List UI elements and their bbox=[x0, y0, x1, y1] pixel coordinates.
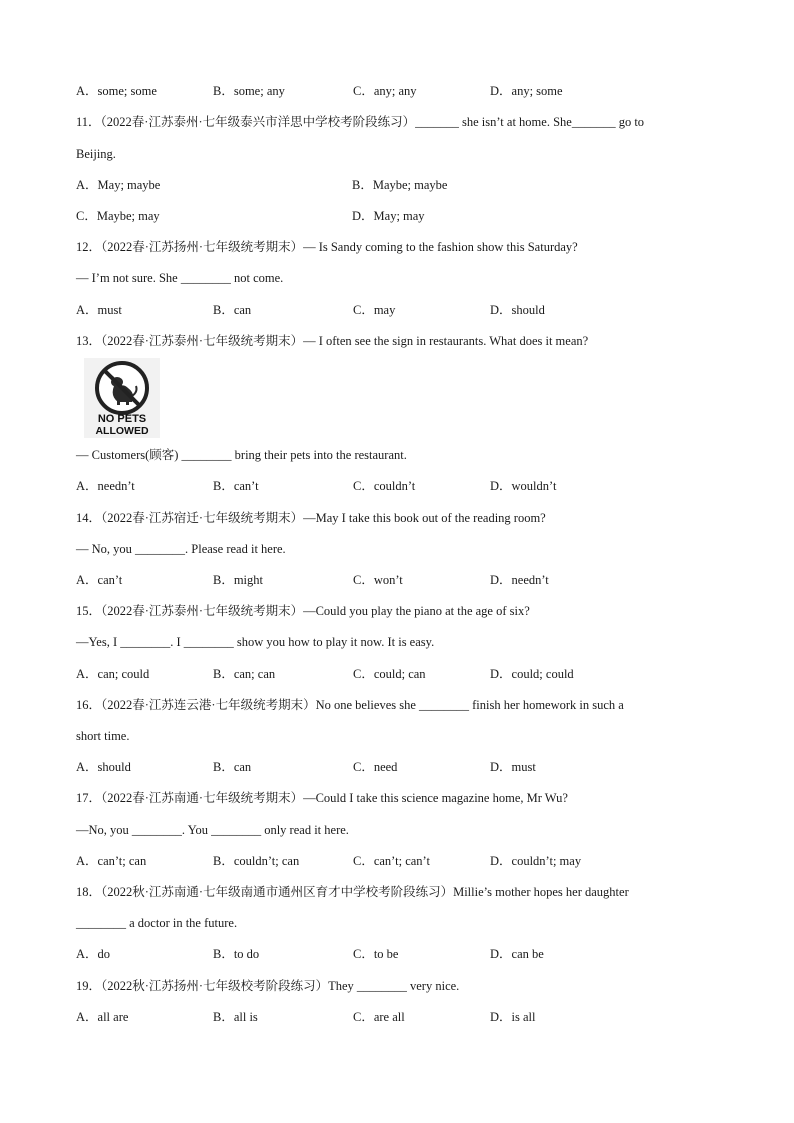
q10-option-d: D．any; some bbox=[490, 84, 563, 98]
sign-text-1: NO PETS bbox=[97, 413, 147, 425]
q10-option-a: A．some; some bbox=[76, 84, 157, 98]
no-pets-sign bbox=[84, 358, 160, 438]
q19-option-a: A．all are bbox=[76, 1010, 129, 1024]
q18-options bbox=[76, 946, 716, 962]
q16-option-b: B．can bbox=[213, 760, 252, 774]
q19-options bbox=[76, 1009, 716, 1025]
q17-options bbox=[76, 853, 716, 869]
q18-option-d: D．can be bbox=[490, 947, 544, 961]
q14-stem-cont: — No, you ________. Please read it here. bbox=[76, 542, 286, 556]
q15-option-d: D．could; could bbox=[490, 667, 574, 681]
q16-option-d: D．must bbox=[490, 760, 536, 774]
q19-option-c: C．are all bbox=[353, 1010, 405, 1024]
q11-option-c: C．Maybe; may bbox=[76, 209, 160, 223]
q18-option-c: C．to be bbox=[353, 947, 399, 961]
q14-option-d: D．needn’t bbox=[490, 573, 549, 587]
q15-stem-cont: —Yes, I ________. I ________ show you how to play it now. It is easy. bbox=[76, 635, 435, 649]
q18-option-a: A．do bbox=[76, 947, 111, 961]
q13-options bbox=[76, 478, 716, 494]
q17-stem: 17．（2022春·江苏南通·七年级统考期末）—Could I take this science magazine home, Mr Wu? bbox=[76, 791, 568, 805]
q14-option-c: C．won’t bbox=[353, 573, 403, 587]
q12-stem-cont: — I’m not sure. She ________ not come. bbox=[76, 271, 284, 285]
q17-option-c: C．can’t; can’t bbox=[353, 854, 430, 868]
q13-option-d: D．wouldn’t bbox=[490, 479, 557, 493]
q10-options bbox=[76, 83, 716, 99]
q16-options bbox=[76, 759, 716, 775]
q11-option-a: A．May; maybe bbox=[76, 178, 161, 192]
q16-option-a: A．should bbox=[76, 760, 131, 774]
q13-stem-cont: — Customers(顾客) ________ bring their pets into the restaurant. bbox=[76, 448, 407, 462]
q18-stem-cont: ________ a doctor in the future. bbox=[76, 916, 238, 930]
q12-option-d: D．should bbox=[490, 303, 545, 317]
q10-option-b: B．some; any bbox=[213, 84, 285, 98]
q14-option-b: B．might bbox=[213, 573, 264, 587]
q17-stem-cont: —No, you ________. You ________ only read it here. bbox=[76, 823, 349, 837]
no-pets-sign-icon bbox=[84, 358, 160, 438]
q14-stem: 14．（2022春·江苏宿迁·七年级统考期末）—May I take this book out of the reading room? bbox=[76, 511, 546, 525]
q14-option-a: A．can’t bbox=[76, 573, 123, 587]
q17-option-d: D．couldn’t; may bbox=[490, 854, 582, 868]
q12-stem: 12．（2022春·江苏扬州·七年级统考期末）— Is Sandy coming to the fashion show this Saturday? bbox=[76, 240, 578, 254]
q11-option-d: D．May; may bbox=[352, 209, 425, 223]
q11-option-b: B．Maybe; maybe bbox=[352, 178, 448, 192]
q11-options-row2 bbox=[76, 208, 716, 224]
q15-option-b: B．can; can bbox=[213, 667, 276, 681]
q19-option-d: D．is all bbox=[490, 1010, 536, 1024]
q17-option-a: A．can’t; can bbox=[76, 854, 147, 868]
q11-stem: 11．（2022春·江苏泰州·七年级泰兴市洋思中学校考阶段练习）_______ she isn’t at home. She_______ go to bbox=[76, 115, 645, 129]
q13-option-b: B．can’t bbox=[213, 479, 259, 493]
q15-options bbox=[76, 666, 716, 682]
sign-text-2: ALLOWED bbox=[95, 425, 149, 437]
q13-option-c: C．couldn’t bbox=[353, 479, 416, 493]
q16-stem: 16．（2022春·江苏连云港·七年级统考期末）No one believes she ________ finish her homework in such a bbox=[76, 698, 624, 712]
q10-option-c: C．any; any bbox=[353, 84, 417, 98]
q13-stem: 13．（2022春·江苏泰州·七年级统考期末）— I often see the sign in restaurants. What does it mean? bbox=[76, 334, 589, 348]
q15-stem: 15．（2022春·江苏泰州·七年级统考期末）—Could you play the piano at the age of six? bbox=[76, 604, 530, 618]
q16-stem-cont: short time. bbox=[76, 729, 130, 743]
q19-option-b: B．all is bbox=[213, 1010, 258, 1024]
q19-stem: 19．（2022秋·江苏扬州·七年级校考阶段练习）They ________ very nice. bbox=[76, 979, 460, 993]
q13-option-a: A．needn’t bbox=[76, 479, 135, 493]
q12-option-a: A．must bbox=[76, 303, 122, 317]
q15-option-a: A．can; could bbox=[76, 667, 150, 681]
q11-options-row1 bbox=[76, 177, 716, 193]
q12-option-c: C．may bbox=[353, 303, 396, 317]
q18-option-b: B．to do bbox=[213, 947, 260, 961]
q14-options bbox=[76, 572, 716, 588]
q12-option-b: B．can bbox=[213, 303, 252, 317]
q18-stem: 18．（2022秋·江苏南通·七年级南通市通州区育才中学校考阶段练习）Millie’s mother hopes her daughter bbox=[76, 885, 629, 899]
q17-option-b: B．couldn’t; can bbox=[213, 854, 300, 868]
q11-stem-cont: Beijing. bbox=[76, 147, 116, 161]
q15-option-c: C．could; can bbox=[353, 667, 426, 681]
q12-options bbox=[76, 302, 716, 318]
q16-option-c: C．need bbox=[353, 760, 398, 774]
